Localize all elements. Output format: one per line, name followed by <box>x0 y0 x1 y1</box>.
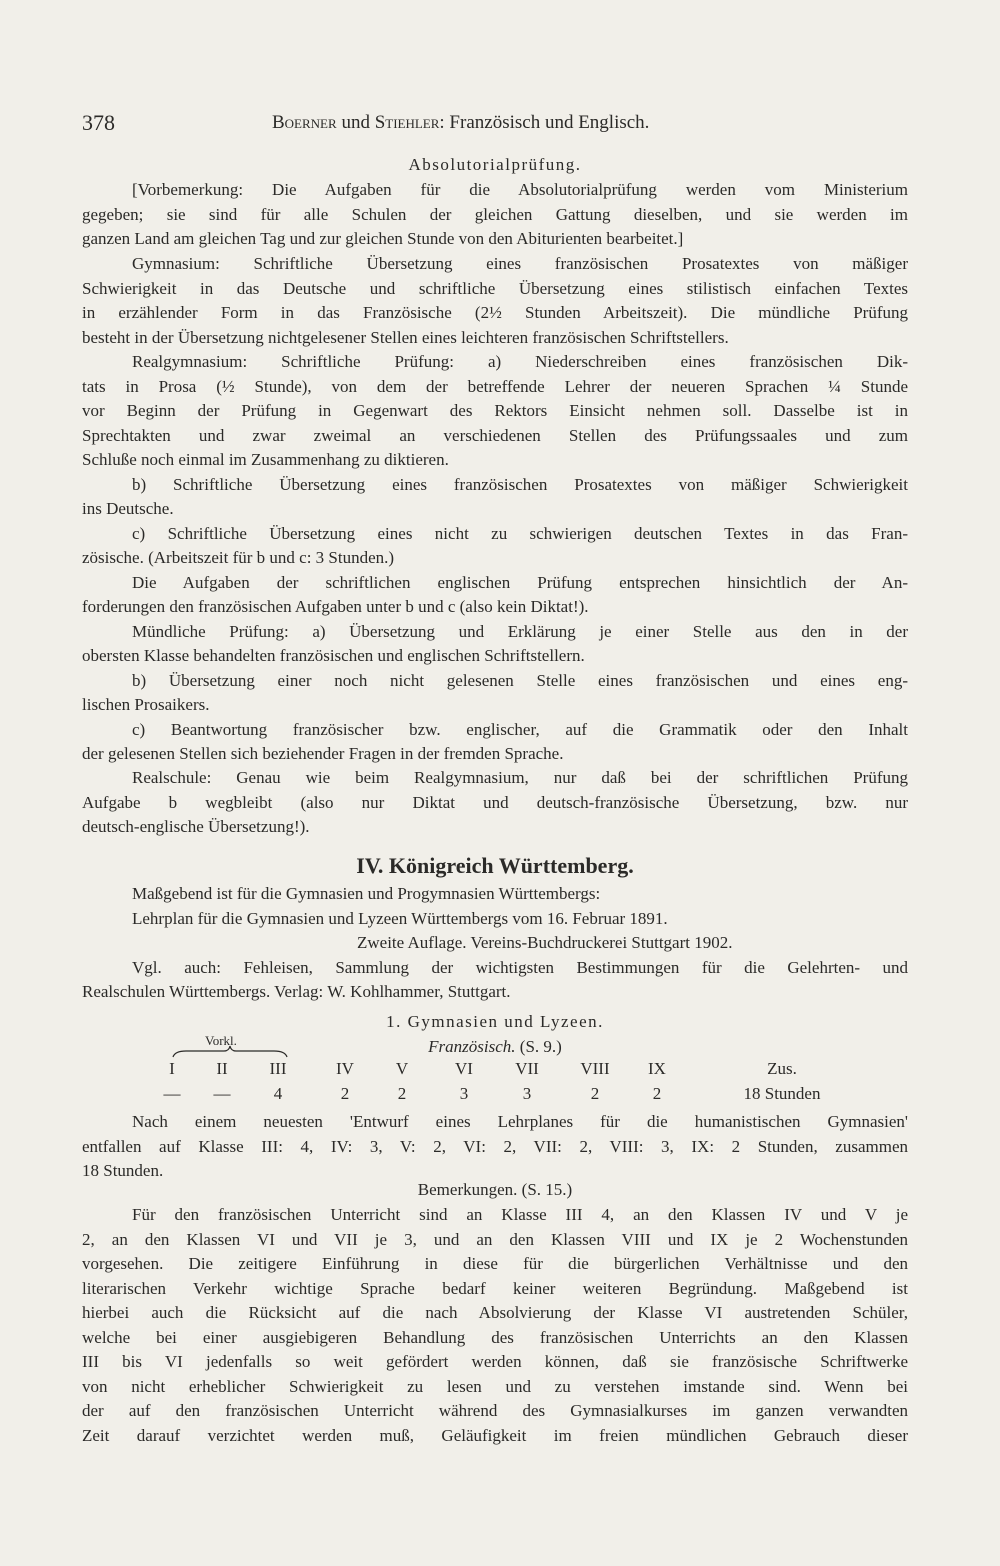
text-line: deutsch-englische Übersetzung!). <box>82 817 310 836</box>
running-title-und: und <box>336 112 375 133</box>
table-value-cell: 2 <box>340 1084 350 1103</box>
table-value-cell: 2 <box>397 1084 407 1103</box>
table-value-cell: 18 Stunden <box>743 1084 821 1103</box>
table-value-cell: 2 <box>652 1084 662 1103</box>
text-line: 18 Stunden. <box>82 1161 164 1180</box>
table-header-cell: VII <box>515 1059 539 1078</box>
text-line: III bis VI jedenfalls so weit gefördert werden können, daß sie französische Schriftwerke <box>82 1352 908 1371</box>
text-line: vor Beginn der Prüfung in Gegenwart des Rektors Einsicht nehmen soll. Dasselbe ist in <box>82 401 908 420</box>
text-line: Für den französischen Unterricht sind an Klasse III 4, an den Klassen IV und V je <box>132 1205 908 1224</box>
text-line: Realschule: Genau wie beim Realgymnasium, nur daß bei der schriftlichen Prüfung <box>132 768 908 787</box>
text-line: entfallen auf Klasse III: 4, IV: 3, V: 2, VI: 2, VII: 2, VIII: 3, IX: 2 Stunden, zusammen <box>82 1136 908 1156</box>
text-line: ins Deutsche. <box>82 499 174 518</box>
text-line: c) Beantwortung französischer bzw. englischer, auf die Grammatik oder den Inhalt <box>132 719 908 739</box>
realgymnasium-paragraph <box>82 350 908 767</box>
text-line: [Vorbemerkung: Die Aufgaben für die Absolutorialprüfung werden vom Ministerium <box>132 180 908 199</box>
vorkl-brace <box>172 1045 288 1059</box>
text-line: hierbei auch die Rücksicht auf die nach Absolvierung der Klasse VI austretenden Schüler, <box>82 1303 908 1322</box>
vorbemerkung-paragraph <box>82 178 908 252</box>
table-header-cell: V <box>395 1059 409 1078</box>
table-header-cell: VIII <box>580 1059 610 1078</box>
page-number: 378 <box>82 110 115 135</box>
text-line: welche bei einer ausgiebigeren Behandlung des französischen Unterrichts an den Klassen <box>82 1327 908 1347</box>
text-line: Maßgebend ist für die Gymnasien und Progymnasien Württembergs: <box>132 884 601 903</box>
text-line: c) Schriftliche Übersetzung eines nicht zu schwierigen deutschen Textes in das Fran- <box>132 523 908 543</box>
subheading-gymnasien: 1. Gymnasien und Lyzeen. <box>386 1012 604 1031</box>
table-value-cell: 4 <box>273 1084 283 1103</box>
section-title: IV. Königreich Württemberg. <box>356 853 634 878</box>
text-line: Vgl. auch: Fehleisen, Sammlung der wichtigsten Bestimmungen für die Gelehrten- und <box>132 957 908 977</box>
text-line: Sprechtakten und zwar zweimal an verschiedenen Stellen des Prüfungssaales und zum <box>82 425 908 445</box>
text-line: lischen Prosaikers. <box>82 695 210 714</box>
table-header-cell: I <box>169 1059 175 1078</box>
bemerkungen-heading: Bemerkungen. (S. 15.) <box>417 1180 573 1199</box>
table-header-row <box>82 1059 908 1083</box>
text-line: Lehrplan für die Gymnasien und Lyzeen Württembergs vom 16. Februar 1891. <box>132 908 668 928</box>
text-line: von nicht erheblicher Schwierigkeit zu lesen und zu verstehen imstande sind. Wenn bei <box>82 1376 908 1396</box>
text-line: Die Aufgaben der schriftlichen englischen Prüfung entsprechen hinsichtlich der An- <box>132 572 908 592</box>
table-value-cell: — <box>163 1084 181 1103</box>
text-line: Zweite Auflage. Vereins-Buchdruckerei Stuttgart 1902. <box>357 933 733 952</box>
text-line: gegeben; sie sind für alle Schulen der gleichen Gattung dieselben, und sie werden im <box>82 204 908 224</box>
text-line: Zeit darauf verzichtet werden muß, Geläufigkeit im freien mündlichen Gebrauch dieser <box>82 1425 908 1445</box>
table-value-row <box>82 1084 908 1108</box>
text-line: vorgesehen. Die zeitigere Einführung in diese für die bürgerlichen Verhältnisse und den <box>82 1254 908 1273</box>
table-header-cell: II <box>216 1059 228 1078</box>
running-title-rest: : Französisch und Englisch. <box>439 112 650 133</box>
bemerkungen-paragraph <box>82 1203 908 1448</box>
text-line: der auf den französischen Unterricht während des Gymnasialkurses im ganzen verwandten <box>82 1401 908 1420</box>
author-boerner: Boerner <box>272 112 337 133</box>
text-line: b) Schriftliche Übersetzung eines französischen Prosatextes von mäßiger Schwierigkeit <box>132 474 908 494</box>
realschule-paragraph <box>82 766 908 840</box>
text-line: besteht in der Übersetzung nichtgelesener Stellen eines leichteren französischen Schriftstellers. <box>82 327 729 347</box>
table-header-cell: III <box>269 1059 287 1078</box>
text-line: Realgymnasium: Schriftliche Prüfung: a) Niederschreiben eines französischen Dik- <box>132 352 908 371</box>
subject-ref: (S. 9.) <box>519 1037 562 1056</box>
text-line: forderungen den französischen Aufgaben unter b und c (also kein Diktat!). <box>82 597 589 616</box>
table-header-cell: Zus. <box>767 1059 797 1078</box>
table-header-cell: IX <box>648 1059 666 1078</box>
table-value-cell: — <box>213 1084 231 1103</box>
table-header-cell: VI <box>455 1059 473 1078</box>
vorkl-label: Vorkl. <box>205 1033 237 1048</box>
table-value-cell: 2 <box>590 1084 600 1103</box>
text-line: tats in Prosa (½ Stunde), von dem der betreffende Lehrer der neueren Sprachen ¼ Stunde <box>82 376 908 396</box>
text-line: b) Übersetzung einer noch nicht gelesenen Stelle eines französischen und eines eng- <box>132 670 908 690</box>
text-line: in erzählender Form in das Französische (2½ Stunden Arbeitszeit). Die mündliche Prüfung <box>82 303 908 322</box>
table-value-cell: 3 <box>459 1084 469 1103</box>
text-line: 2, an den Klassen VI und VII je 3, und an den Klassen VIII und IX je 2 Wochenstunden <box>82 1229 908 1249</box>
text-line: Mündliche Prüfung: a) Übersetzung und Erklärung je einer Stelle aus den in der <box>132 621 908 641</box>
gymnasium-paragraph <box>82 252 908 350</box>
table-value-cell: 3 <box>522 1084 532 1103</box>
text-line: obersten Klasse behandelten französischen und englischen Schriftstellern. <box>82 646 585 665</box>
wuerttemberg-intro <box>82 882 908 1005</box>
author-stiehler: Stiehler <box>374 112 440 133</box>
text-line: Schluße noch einmal im Zusammenhang zu diktieren. <box>82 450 449 469</box>
text-line: der gelesenen Stellen sich beziehender Fragen in der fremden Sprache. <box>82 744 564 763</box>
table-header-cell: IV <box>336 1059 354 1078</box>
text-line: Nach einem neuesten 'Entwurf eines Lehrplanes für die humanistischen Gymnasien' <box>132 1112 908 1131</box>
page-header <box>82 110 908 140</box>
text-line: zösische. (Arbeitszeit für b und c: 3 Stunden.) <box>82 548 395 567</box>
text-line: ganzen Land am gleichen Tag und zur gleichen Stunde von den Abiturienten bearbeitet.] <box>82 229 684 248</box>
entwurf-paragraph <box>82 1110 908 1184</box>
text-line: Gymnasium: Schriftliche Übersetzung eines französischen Prosatextes von mäßiger <box>132 254 908 273</box>
text-line: Realschulen Württembergs. Verlag: W. Kohlhammer, Stuttgart. <box>82 982 511 1001</box>
text-line: Schwierigkeit in das Deutsche und schriftliche Übersetzung eines stilistisch einfachen Textes <box>82 278 908 298</box>
absolutorial-heading: Absolutorialprüfung. <box>408 155 582 174</box>
text-line: literarischen Verkehr wichtige Sprache bedarf keiner weiteren Begründung. Maßgebend ist <box>82 1278 908 1298</box>
subject-name: Französisch. <box>428 1037 516 1056</box>
running-title <box>272 112 649 134</box>
text-line: Aufgabe b wegbleibt (also nur Diktat und deutsch-französische Übersetzung, bzw. nur <box>82 792 908 812</box>
